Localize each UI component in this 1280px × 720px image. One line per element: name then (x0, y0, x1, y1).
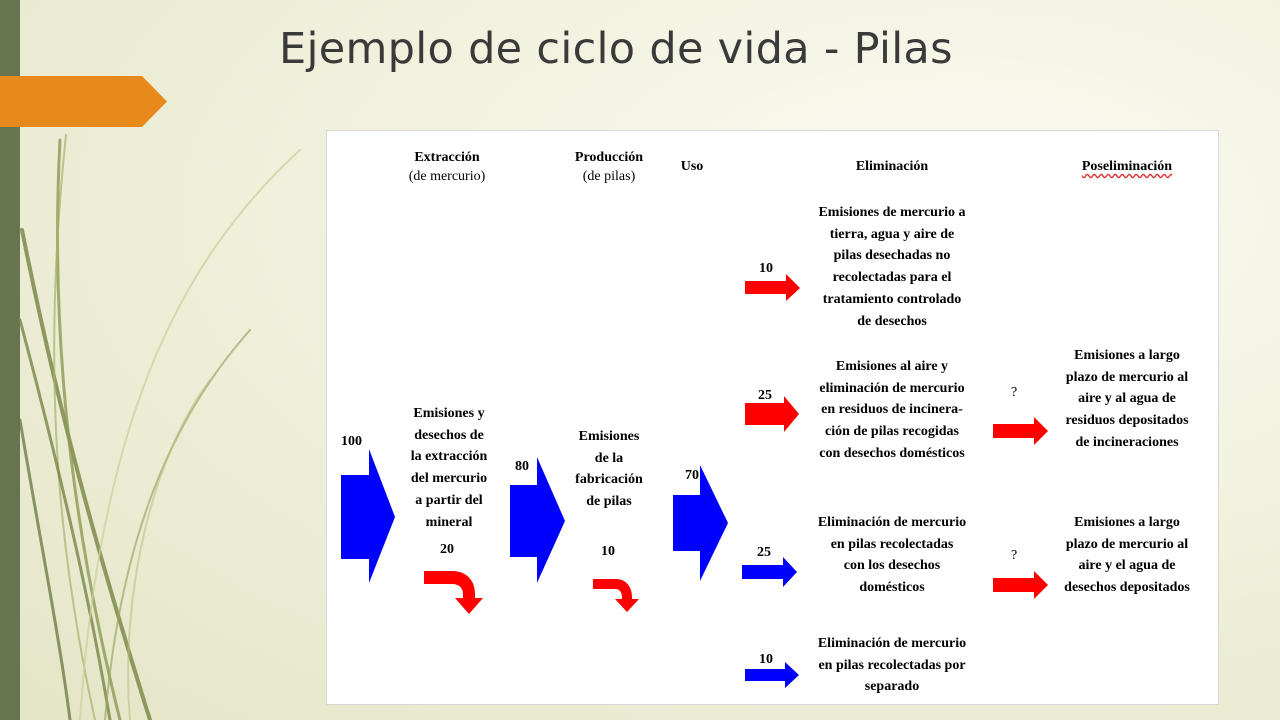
box-separate (797, 633, 987, 698)
box-line: aire y al agua de (1078, 391, 1176, 407)
box-line: en pilas recolectadas (830, 536, 954, 552)
box-line: Emisiones y (413, 406, 485, 421)
box-line: del mercurio (410, 471, 488, 487)
box-line: tratamiento controlado (822, 291, 962, 307)
extraction-loss-arrow (424, 571, 483, 614)
box-line: domésticos (859, 580, 925, 596)
flow-household-value: 25 (757, 545, 771, 560)
box-post-household (1047, 512, 1207, 599)
header-produccion (549, 147, 669, 187)
post-household-arrow (993, 571, 1048, 599)
header-extraccion-sub: (de mercurio) (408, 168, 486, 184)
unknown-flow-2: ? (1011, 548, 1018, 563)
post-incineration-arrow (993, 417, 1048, 445)
box-extraction-emissions (389, 403, 509, 533)
box-line: pilas desechadas no (833, 248, 951, 264)
production-output-arrow (673, 465, 728, 581)
box-line: recolectadas para el (832, 270, 952, 286)
flow-incinerated-value: 25 (758, 388, 772, 403)
orange-tab-marker (0, 76, 167, 127)
box-line: en pilas recolectadas por (818, 657, 966, 673)
box-line: plazo de mercurio al (1065, 536, 1189, 552)
header-uso: Uso (680, 159, 704, 174)
box-line: a partir del (415, 492, 483, 508)
box-line: desechos depositados (1064, 580, 1190, 596)
flow-production-loss-value: 10 (601, 544, 615, 559)
box-line: ción de pilas recogidas (825, 424, 959, 440)
box-line: Emisiones a largo (1074, 515, 1180, 530)
box-line: de desechos (857, 313, 927, 329)
flow-after-extraction-value: 80 (515, 459, 529, 474)
flow-after-production-value: 70 (685, 468, 699, 483)
box-line: con los desechos (843, 558, 941, 574)
box-not-collected (797, 202, 987, 332)
box-line: Eliminación de mercurio (817, 636, 967, 651)
box-line: la extracción (410, 449, 488, 465)
box-line: separado (864, 679, 920, 695)
box-line: Emisiones de mercurio a (818, 205, 966, 220)
header-eliminacion: Eliminación (855, 159, 929, 174)
box-line: mineral (425, 514, 473, 530)
box-household (797, 512, 987, 599)
box-line: desechos de (414, 427, 484, 443)
not-collected-arrow (745, 274, 800, 301)
box-line: Emisiones (578, 429, 640, 444)
box-line: Emisiones al aire y (835, 359, 949, 374)
household-arrow (742, 557, 797, 587)
incinerated-arrow (745, 396, 799, 432)
input-flow-arrow (341, 449, 395, 583)
box-line: aire y el agua de (1078, 558, 1176, 574)
box-line: plazo de mercurio al (1065, 369, 1189, 385)
flow-separate-value: 10 (759, 652, 773, 667)
production-loss-arrow (593, 579, 639, 612)
header-extraccion (387, 147, 507, 187)
box-production-emissions (549, 426, 669, 513)
unknown-flow-1: ? (1011, 385, 1018, 400)
box-line: con desechos domésticos (819, 445, 965, 461)
box-line: en residuos de incinera- (821, 402, 963, 418)
header-produccion-sub: (de pilas) (582, 168, 636, 184)
box-line: de incineraciones (1075, 434, 1179, 450)
header-produccion-label: Producción (574, 150, 644, 165)
flow-not-collected-value: 10 (759, 261, 773, 276)
flow-extraction-loss-value: 20 (440, 542, 454, 557)
box-line: Emisiones a largo (1074, 348, 1180, 363)
box-line: fabricación (575, 472, 643, 488)
flow-input-value: 100 (341, 434, 362, 449)
box-line: de la (594, 450, 624, 466)
slide-title: Ejemplo de ciclo de vida - Pilas (279, 24, 953, 74)
box-post-incineration (1047, 345, 1207, 454)
header-poseliminacion-label: Poseliminación (1081, 159, 1173, 174)
box-line: residuos depositados (1065, 413, 1189, 429)
box-line: Eliminación de mercurio (817, 515, 967, 530)
header-extraccion-label: Extracción (414, 150, 480, 165)
life-cycle-diagram (326, 130, 1219, 705)
header-poseliminacion (1067, 156, 1187, 178)
box-line: de pilas (586, 494, 632, 510)
box-line: eliminación de mercurio (819, 380, 965, 396)
box-incineration (797, 356, 987, 465)
box-line: tierra, agua y aire de (829, 226, 955, 242)
